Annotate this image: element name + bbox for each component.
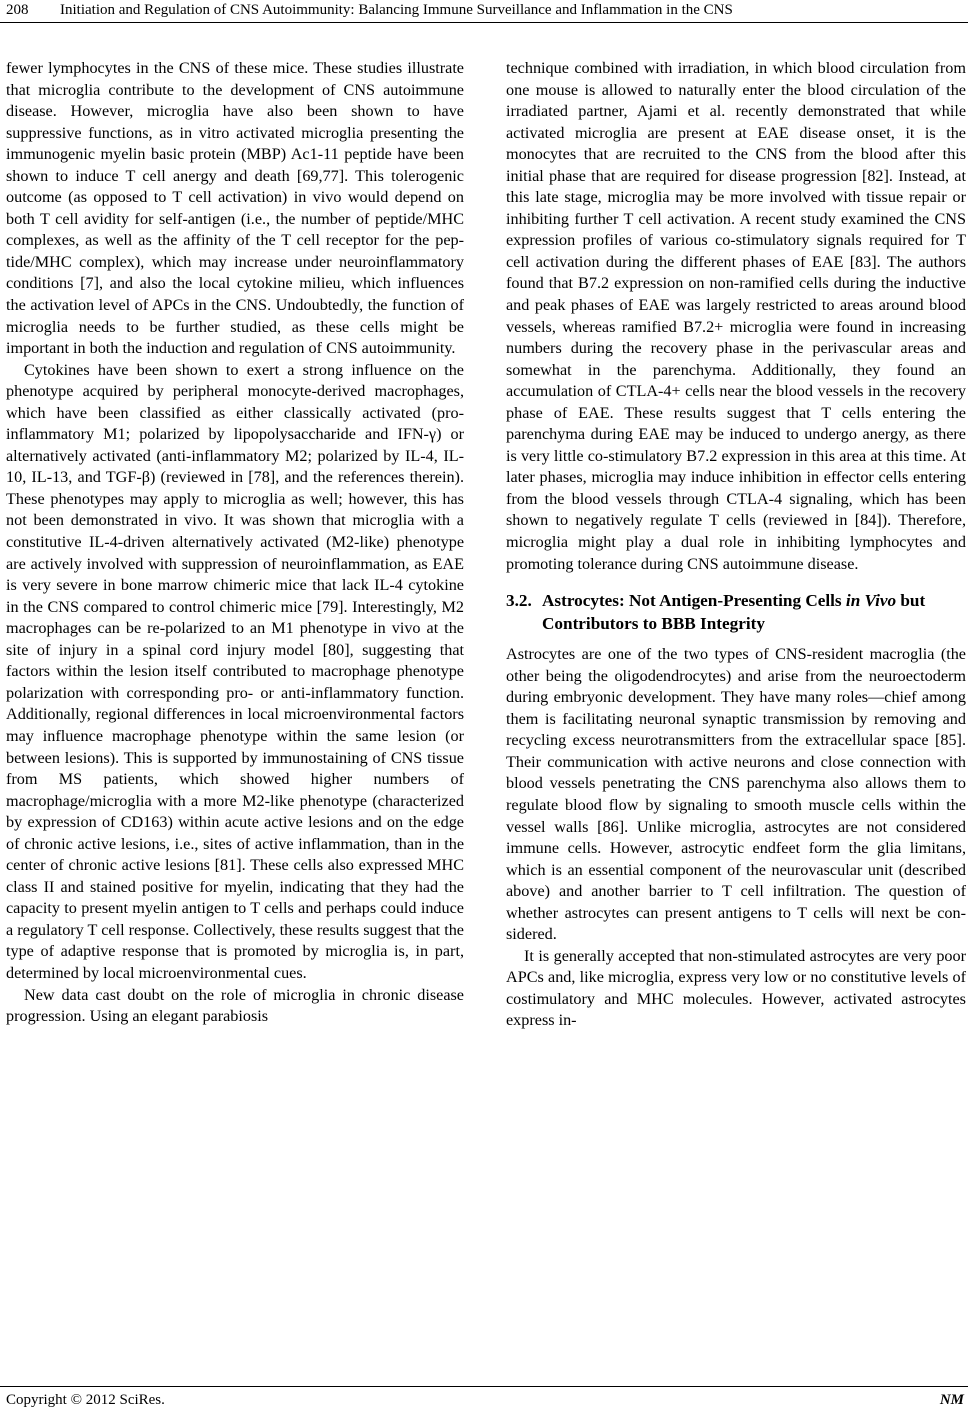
section-title-part: but Contributors to BBB Integrity bbox=[542, 591, 926, 634]
section-heading bbox=[506, 589, 966, 635]
running-header bbox=[0, 0, 968, 23]
paragraph: Astrocytes are one of the two types of CNS-resident macroglia (the other being the oligodendrocytes) and arise from the neuroectoderm during embryonic development. They have many roles—chief among them is facilitating neuronal synaptic transmission by removing and recycling excess neurotransmitters from the extracellular space [85]. Their communication with active neurons and close connection with blood vessels penetrating the CNS parenchyma also allows them to regulate blood flow by signaling to smooth muscle cells within the vessel walls [86]. Unlike microglia, astrocytes are not considered immune cells. However, astrocytic endfeet form the glia limitans, which is an essential component of the neurovascular unit (described above) and another barrier to T cell infiltration. The question of whether astrocytes can present antigens to T cells will next be considered. bbox=[506, 645, 966, 944]
journal-abbrev: NM bbox=[939, 1392, 964, 1408]
page-number: 208 bbox=[6, 2, 29, 18]
paragraph: New data cast doubt on the role of microglia in chronic disease progression. Using an elegant parabiosis bbox=[6, 985, 464, 1026]
copyright: Copyright © 2012 SciRes. bbox=[6, 1392, 165, 1408]
section-number: 3.2. bbox=[506, 591, 532, 611]
paragraph: Cytokines have been shown to exert a strong influence on the phenotype acquired by peripheral monocyte-derived macrophages, which have been classified as either classically activated (pro-inflammatory M1; polarized by lipopolysaccharide and IFN-γ) or alternatively activated (anti-inflammatory M2; polarized by IL-4, IL-10, IL-13, and TGF-β) (reviewed in [78], and the references therein). These phenotypes may apply to microglia as well; however, this has not been demonstrated in vivo. It was shown that microglia with a constitutive IL-4-driven alternatively activated (M2-like) phenotype are actively involved with suppression of neuroinflammation, as EAE is very severe in bone marrow chimeric mice that lack IL-4 cytokine in the CNS compared to control chimeric mice [79]. Interestingly, M2 macrophages can be re-polarized to an M1 phenotype in vivo at the site of injury in a spinal cord injury model [80], suggesting that factors within the lesion itself contributed to macrophage phenotype polarization with corresponding pro- or anti-inflammatory function. Additionally, regional differences in local microenvironmental factors may influence macrophage phenotype within the same lesion (or between lesions). This is supported by immunostaining of CNS tissue from MS patients, which showed higher numbers of macrophage/microglia with a more M2-like phenotype (characterized by expression of CD163) within acute active lesions and on the edge of chronic active lesions, i.e., sites of active inflammation, than in the center of chronic active lesions [81]. These cells also expressed MHC class II and stained positive for myelin, indicating that they had the capacity to present myelin antigen to T cells and perhaps could induce a regulatory T cell response. Collectively, these results suggest that the type of adaptive response that is promoted by microglia is, in part, determined by local microenvironmental cues. bbox=[6, 360, 464, 982]
left-column bbox=[6, 58, 464, 1028]
section-title-italic: in Vivo bbox=[845, 591, 897, 611]
section-title-part: Astrocytes: Not Antigen-Presenting Cells bbox=[542, 591, 846, 611]
right-column bbox=[506, 58, 966, 1032]
paragraph: It is generally accepted that non-stimulated astrocytes are very poor APCs and, like microglia, express very low or no constitutive levels of costimulatory and MHC molecules. However, activated astrocytes express in- bbox=[506, 946, 966, 1030]
paragraph: technique combined with irradiation, in which blood circulation from one mouse is allowed to naturally enter the blood circulation of the irradiated partner, Ajami et al. recently demonstrated that while activated microglia are present at EAE disease onset, it is the monocytes that are recruited to the CNS from the blood after this initial phase that are required for disease progression [82]. Instead, at this late stage, microglia may be more involved with tissue repair or inhibiting further T cell activation. A recent study examined the CNS expression profiles of various co-stimulatory signals required for T cell activation during the different phases of EAE [83]. The authors found that B7.2 expression on non-ramified cells during the inductive and peak phases of EAE was largely restricted to areas around blood vessels, whereas ramified B7.2+ microglia were found in increasing numbers during the recovery phase in the perivascular areas and somewhat in the parenchyma. Additionally, they found an accumulation of CTLA-4+ cells near the blood vessels in the recovery phase of EAE. These results suggest that T cells entering the parenchyma during EAE may be induced to undergo anergy, as there is very little co-stimulatory B7.2 expression in this area at this time. At later phases, microglia may induce inhibition in effector cells entering from the blood vessels through CTLA-4 signaling, which has been shown to negatively regulate T cells (reviewed in [84]). Therefore, microglia might play a dual role in inhibiting lymphocytes and promoting tolerance during CNS autoimmune disease. bbox=[506, 59, 966, 573]
page-footer bbox=[0, 1386, 968, 1411]
running-title: Initiation and Regulation of CNS Autoimmunity: Balancing Immune Surveillance and Inflammation in the CNS bbox=[60, 2, 733, 18]
paragraph: fewer lymphocytes in the CNS of these mice. These studies illustrate that microglia contribute to the development of CNS autoimmune disease. However, microglia have also been shown to have suppressive functions, as in vitro activated microglia presenting the immunogenic myelin basic protein (MBP) Ac1-11 peptide have been shown to induce T cell anergy and death [69,77]. This tolerogenic outcome (as opposed to T cell activation) in vivo would depend on both T cell avidity for self-antigen (i.e., the number of peptide/MHC complexes, as well as the affinity of the T cell receptor for the peptide/MHC complex), which may increase under neuroinflammatory conditions [7], and also the local cytokine milieu, which influences the activation level of APCs in the CNS. Undoubtedly, the function of microglia needs to be further studied, as these cells might be important in both the induction and regulation of CNS autoimmunity. bbox=[6, 59, 464, 358]
